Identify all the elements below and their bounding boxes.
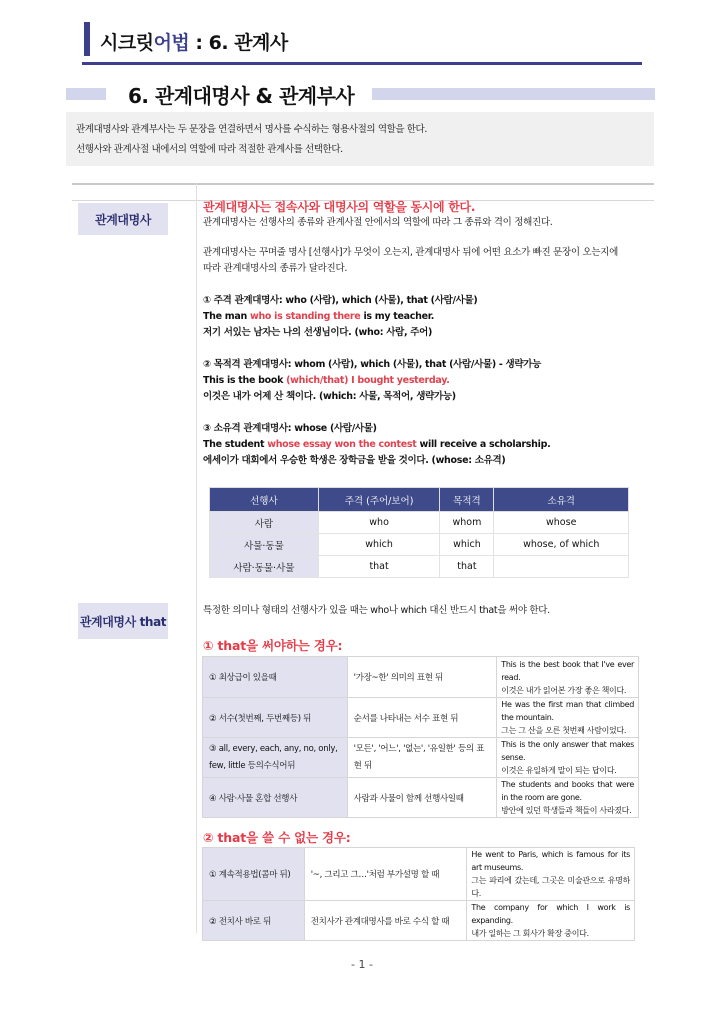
section-title: 6. 관계대명사 & 관계부사	[128, 84, 355, 108]
case-cell: ④ 사람·사물 혼합 선행사	[203, 778, 348, 818]
column-divider	[196, 183, 197, 933]
table-cell: whose, of which	[494, 534, 629, 556]
example-cell	[467, 901, 635, 941]
relative-pronoun-content	[203, 199, 653, 469]
relative-pronoun-desc-1: 관계대명사는 선행사의 종류와 관계사절 안에서의 역할에 따라 그 종류와 격이 정해진다.	[203, 217, 553, 228]
example-kr: 이것은 내가 읽어본 가장 좋은 책이다.	[501, 685, 627, 695]
relative-pronoun-desc-2a: 관계대명사는 꾸며줄 명사 [선행사]가 무엇이 오는지, 관계대명사 뒤에 어떤 요소가 빠진 문장이 오는지에	[203, 247, 619, 258]
intro-line-1: 관계대명사와 관계부사는 두 문장을 연결하면서 명사를 수식하는 형용사절의 역할을 한다.	[76, 124, 427, 135]
pronoun-item-translation: 저기 서있는 남자는 나의 선생님이다. (who: 사람, 주어)	[203, 327, 433, 338]
pronoun-item-example	[203, 373, 653, 389]
case-cell: ① 최상급이 있을때	[203, 657, 348, 698]
example-en: He was the first man that climbed the mountain.	[501, 700, 634, 722]
example-text: is my teacher.	[360, 311, 435, 322]
intro-box	[66, 112, 654, 166]
document-title	[100, 28, 288, 55]
example-en: The students and books that were in the room are gone.	[501, 780, 634, 802]
pronoun-item	[203, 421, 653, 469]
table-cell	[494, 556, 629, 578]
example-kr: 그는 파리에 갔는데, 그곳은 미술관으로 유명하다.	[471, 876, 630, 898]
divider-top	[72, 183, 654, 185]
example-kr: 그는 그 산을 오른 첫번째 사람이었다.	[501, 726, 627, 735]
case-cell: ③ all, every, each, any, no, only, few, little 등의수식어뒤	[203, 738, 348, 778]
header-underline	[82, 62, 642, 65]
example-kr: 내가 일하는 그 회사가 확장 중이다.	[471, 929, 589, 938]
desc-cell: '~, 그리고 그…'처럼 부가설명 할 때	[304, 848, 467, 901]
relative-pronoun-table	[209, 487, 629, 578]
example-highlight: who is standing there	[249, 311, 361, 322]
that-intro-text: 특정한 의미나 형태의 선행사가 있을 때는 who나 which 대신 반드시 that을 써야 한다.	[203, 605, 550, 616]
example-en: This is the only answer that makes sense.	[501, 740, 634, 762]
table-cell: 사물·동물	[210, 534, 319, 556]
example-text: will receive a scholarship.	[416, 439, 551, 450]
side-label-that: 관계대명사 that	[78, 603, 168, 639]
must-use-that-heading: ① that을 써야하는 경우:	[203, 638, 343, 653]
pronoun-item	[203, 357, 653, 405]
example-text: The student	[203, 439, 268, 450]
title-suffix: : 6. 관계사	[189, 32, 288, 54]
pronoun-item	[203, 293, 653, 341]
example-cell	[497, 657, 639, 698]
pronoun-item-example	[203, 309, 653, 325]
table-header: 선행사	[210, 488, 319, 512]
desc-cell: 순서를 나타내는 서수 표현 뒤	[347, 698, 497, 738]
table-header-row	[210, 488, 629, 512]
pronoun-item-translation: 이것은 내가 어제 산 책이다. (which: 사물, 목적어, 생략가능)	[203, 391, 456, 402]
table-cell: that	[318, 556, 440, 578]
title-accent: 어법	[153, 32, 190, 54]
example-cell	[497, 738, 639, 778]
title-prefix: 시크릿	[100, 32, 154, 54]
example-cell	[497, 778, 639, 818]
table-cell: whom	[440, 512, 494, 534]
header-accent-bar	[84, 22, 90, 56]
example-en: The company for which I work is expanding.	[471, 903, 630, 925]
table-cell: 사람·동물·사물	[210, 556, 319, 578]
example-text: The man	[203, 311, 250, 322]
desc-cell: 전치사가 관계대명사를 바로 수식 할 때	[304, 901, 467, 941]
pronoun-item-heading: ③ 소유격 관계대명사: whose (사람/사물)	[203, 423, 377, 434]
table-row	[210, 556, 629, 578]
page-number: - 1 -	[351, 958, 373, 971]
table-cell: which	[440, 534, 494, 556]
table-row	[203, 738, 639, 778]
desc-cell: '모든', '어느', '없는', '유일한' 등의 표현 뒤	[347, 738, 497, 778]
must-use-that-table	[202, 656, 639, 818]
table-header: 주격 (주어/보어)	[318, 488, 440, 512]
case-cell: ② 서수(첫번째, 두번째등) 뒤	[203, 698, 348, 738]
table-row	[203, 778, 639, 818]
example-highlight: whose essay won the contest	[267, 439, 417, 450]
table-row	[203, 848, 635, 901]
example-kr: 방안에 있던 학생들과 책들이 사라졌다.	[501, 806, 632, 815]
table-cell: that	[440, 556, 494, 578]
section-band-right	[372, 88, 655, 100]
pronoun-item-example	[203, 437, 653, 453]
table-row	[210, 512, 629, 534]
example-en: He went to Paris, which is famous for its art museums.	[471, 850, 630, 872]
cannot-use-that-heading: ② that을 쓸 수 없는 경우:	[203, 830, 351, 845]
pronoun-item-heading: ① 주격 관계대명사: who (사람), which (사물), that (사람/사물)	[203, 295, 478, 306]
table-cell: which	[318, 534, 440, 556]
case-cell: ① 계속적용법(콤마 뒤)	[203, 848, 305, 901]
cannot-use-that-table	[202, 847, 635, 941]
table-row	[203, 901, 635, 941]
relative-pronoun-headline: 관계대명사는 접속사와 대명사의 역할을 동시에 한다.	[203, 200, 476, 214]
intro-line-2: 선행사와 관계사절 내에서의 역할에 따라 적절한 관계사를 선택한다.	[76, 144, 343, 155]
table-cell: whose	[494, 512, 629, 534]
example-kr: 이것은 유일하게 말이 되는 답이다.	[501, 766, 617, 775]
table-row	[210, 534, 629, 556]
case-cell: ② 전치사 바로 뒤	[203, 901, 305, 941]
section-band-left	[66, 88, 106, 100]
example-en: This is the best book that I've ever read.	[501, 659, 634, 682]
that-intro	[203, 603, 653, 619]
table-row	[203, 698, 639, 738]
side-label-relative-pronoun: 관계대명사	[78, 203, 168, 235]
example-cell	[497, 698, 639, 738]
example-cell	[467, 848, 635, 901]
desc-cell: '가장~한' 의미의 표현 뒤	[347, 657, 497, 698]
table-header: 목적격	[440, 488, 494, 512]
example-text: This is the book	[203, 375, 287, 386]
pronoun-item-translation: 에세이가 대회에서 우승한 학생은 장학금을 받을 것이다. (whose: 소유격)	[203, 455, 506, 466]
table-cell: who	[318, 512, 440, 534]
desc-cell: 사람과 사물이 함께 선행사일때	[347, 778, 497, 818]
table-header: 소유격	[494, 488, 629, 512]
pronoun-item-heading: ② 목적격 관계대명사: whom (사람), which (사물), that (사람/사물) - 생략가능	[203, 359, 542, 370]
table-row	[203, 657, 639, 698]
table-cell: 사람	[210, 512, 319, 534]
example-highlight: (which/that) I bought yesterday.	[286, 375, 450, 386]
relative-pronoun-desc-2b: 따라 관계대명사의 종류가 달라진다.	[203, 263, 348, 274]
